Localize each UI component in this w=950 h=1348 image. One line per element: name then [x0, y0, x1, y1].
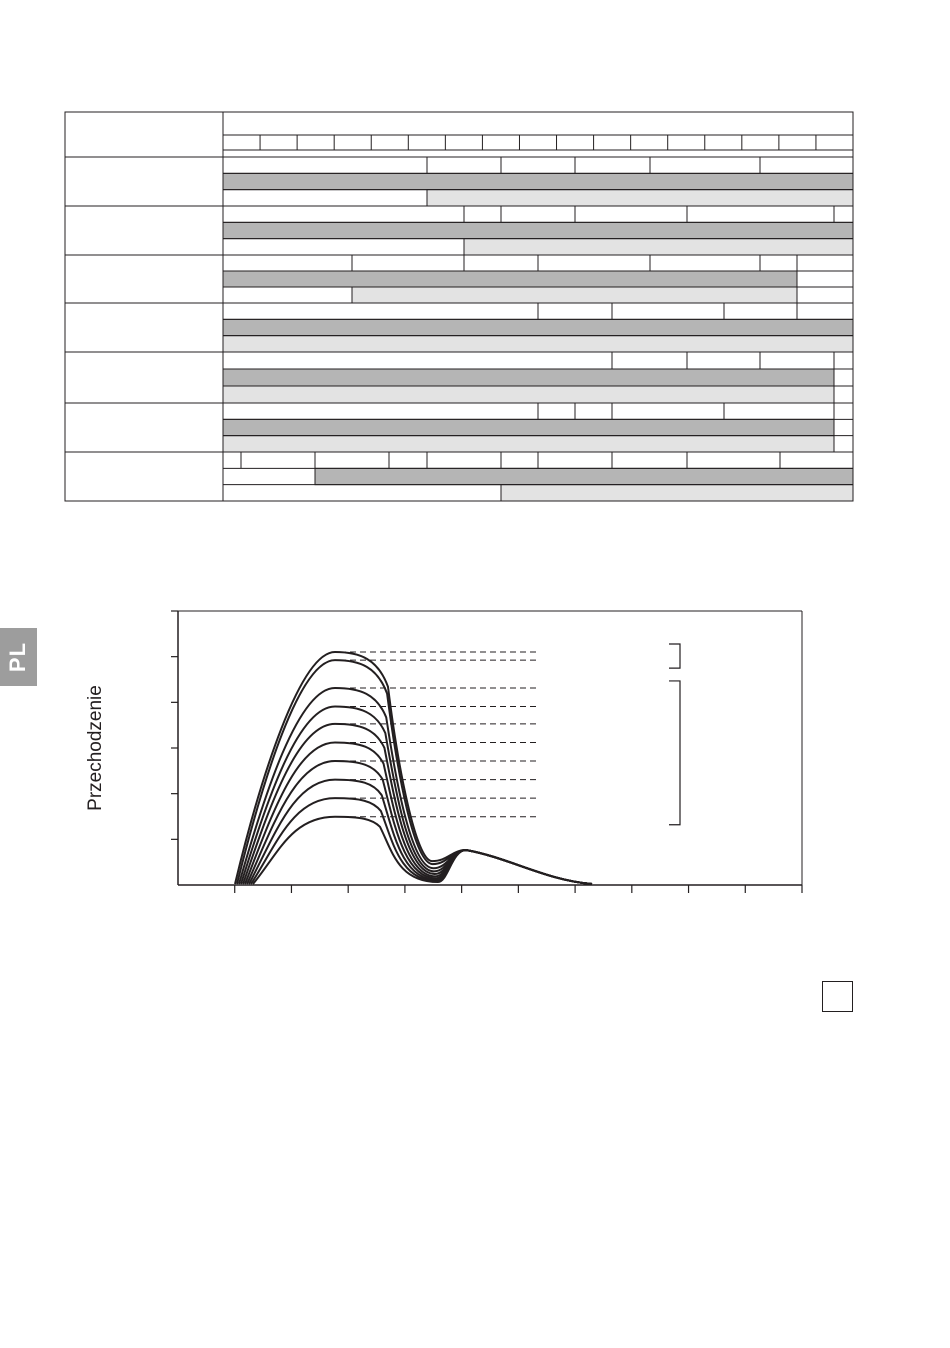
- group-bracket-upper: [669, 644, 680, 668]
- status-bar-dark: [223, 369, 834, 386]
- status-bar-light: [223, 336, 853, 352]
- timing-chart-table: [0, 0, 950, 520]
- status-bar-light: [464, 239, 853, 255]
- status-bar-light: [501, 485, 853, 501]
- transmission-graph: [0, 595, 950, 915]
- status-bar-dark: [223, 173, 853, 189]
- status-bar-light: [352, 287, 797, 303]
- transmission-curve: [243, 724, 592, 884]
- status-bar-dark: [223, 271, 797, 287]
- transmission-curve: [249, 780, 592, 884]
- status-bar-light: [223, 436, 834, 452]
- status-bar-light: [223, 386, 834, 403]
- status-bar-dark: [315, 468, 853, 484]
- status-bar-dark: [223, 419, 834, 435]
- transmission-curve: [241, 707, 592, 884]
- status-bar-dark: [223, 222, 853, 238]
- y-axis-label: Przechodzenie: [85, 685, 106, 811]
- status-bar-dark: [223, 319, 853, 335]
- language-tab-label: PL: [5, 641, 31, 673]
- group-bracket-lower: [669, 681, 680, 825]
- status-bar-light: [427, 190, 853, 206]
- page-number-box: [822, 981, 853, 1012]
